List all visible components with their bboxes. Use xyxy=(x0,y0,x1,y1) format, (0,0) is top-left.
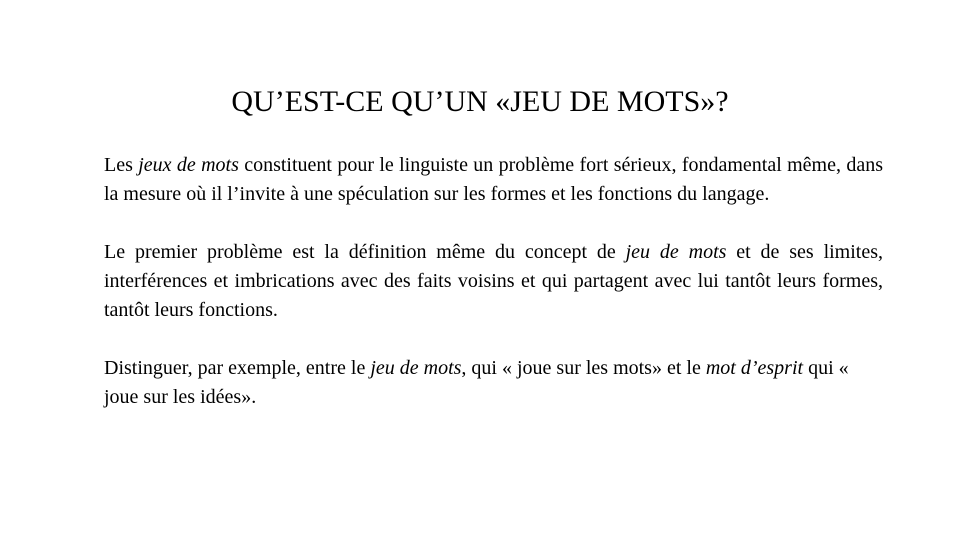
slide-title: QU’EST-CE QU’UN «JEU DE MOTS»? xyxy=(231,85,729,118)
paragraph-2-text-start: Le premier problème est la définition même du concept de xyxy=(104,241,626,263)
paragraph-3 xyxy=(104,354,883,412)
paragraph-2-text-end: et de ses limites, interférences et imbrications avec des faits voisins et qui partagent avec lui tantôt leurs formes, tantôt leurs fonctions. xyxy=(104,241,884,321)
paragraph-1-emphasis: jeux de mots xyxy=(138,154,239,176)
paragraph-2 xyxy=(104,238,883,325)
paragraph-1-text-start: Les xyxy=(104,154,139,176)
slide-body xyxy=(104,151,883,441)
paragraph-3-text-start: Distinguer, par exemple, entre le xyxy=(104,357,371,379)
paragraph-1-text-end: constituent pour le linguiste un problème fort sérieux, fondamental même, dans la mesure où il l’invite à une spéculation sur les formes et les fonctions du langage. xyxy=(104,154,883,205)
paragraph-2-emphasis: jeu de mots xyxy=(625,241,727,263)
paragraph-3-text-end: qui « joue sur les idées». xyxy=(104,357,849,408)
paragraph-3-emphasis-1: jeu de mots xyxy=(370,357,462,379)
paragraph-3-emphasis-2: mot d’esprit xyxy=(705,357,804,379)
paragraph-3-text-middle: , qui « joue sur les mots» et le xyxy=(461,357,706,379)
paragraph-1 xyxy=(104,151,883,209)
